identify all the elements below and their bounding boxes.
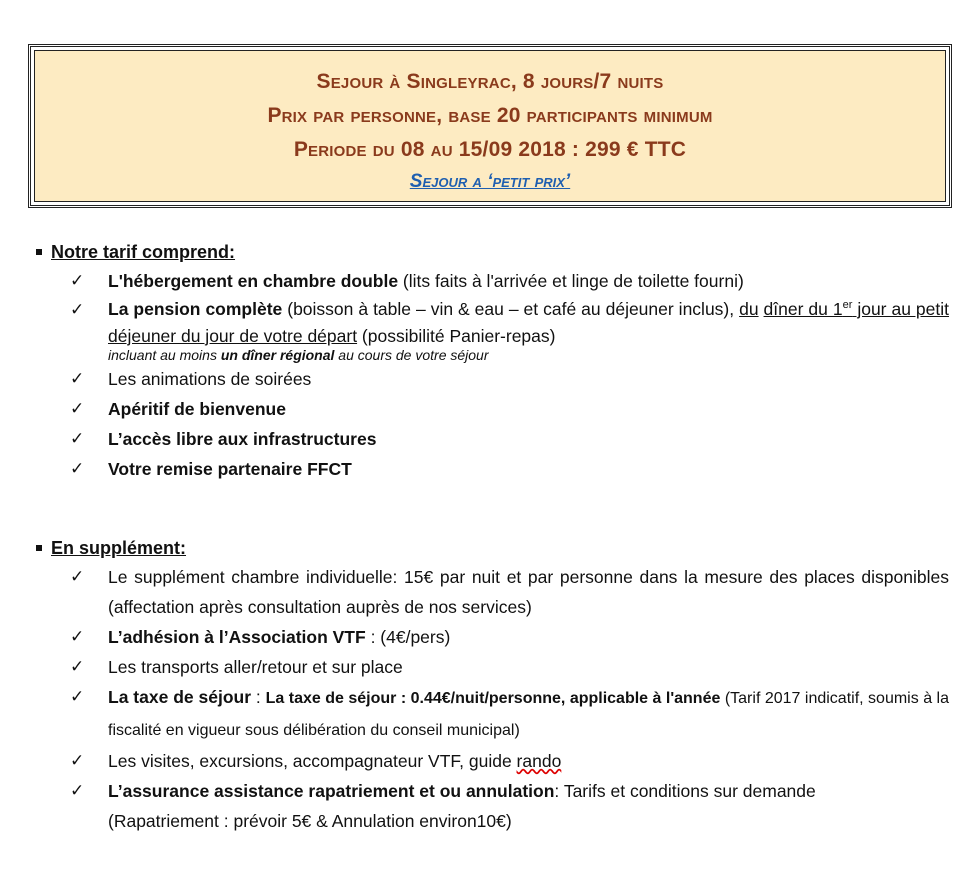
header-box [28, 44, 952, 208]
checkmark-icon: ✓ [70, 627, 85, 646]
supplement-list [34, 562, 949, 836]
list-item: ✓ Votre remise partenaire FFCT [70, 454, 949, 484]
list-item: ✓ Apéritif de bienvenue [70, 394, 949, 424]
regional-dinner-note: incluant au moins un dîner régional au cours de votre séjour [108, 347, 489, 363]
supplement-title: En supplément: [51, 538, 187, 558]
included-section [34, 240, 949, 484]
list-item: ✓ La taxe de séjour : La taxe de séjour : 0.44€/nuit/personne, applicable à l'année (Tarif 2017 indicatif, soumis à la fiscalité en vigueur sous délibération du conseil municipal) [70, 682, 949, 746]
price-basis: Prix par personne, base 20 participants minimum [267, 104, 713, 127]
checkmark-icon: ✓ [70, 657, 85, 676]
insurance-note: (Rapatriement : prévoir 5€ & Annulation environ10€) [108, 811, 512, 831]
list-item: ✓ L’accès libre aux infrastructures [70, 424, 949, 454]
checkmark-icon: ✓ [70, 300, 85, 319]
checkmark-icon: ✓ [70, 781, 85, 800]
petit-prix-link[interactable]: Sejour a ‘petit prix’ [409, 171, 571, 192]
checkmark-icon: ✓ [70, 567, 85, 586]
checkmark-icon: ✓ [70, 687, 85, 706]
square-bullet-icon [36, 249, 42, 255]
list-item: ✓ Les visites, excursions, accompagnateur VTF, guide rando [70, 746, 949, 776]
included-title: Notre tarif comprend: [51, 242, 236, 262]
list-item: ✓ L’adhésion à l’Association VTF : (4€/pers) [70, 622, 949, 652]
list-item: ✓ Les animations de soirées [70, 364, 949, 394]
list-item: ✓ La pension complète (boisson à table – vin & eau – et café au déjeuner inclus), du dîner du 1er jour au petit déjeuner du jour de votre départ (possibilité Panier-repas) incluant au moins un dîner régional au cours de votre séjour [70, 296, 949, 364]
checkmark-icon: ✓ [70, 399, 85, 418]
list-item: ✓ L'hébergement en chambre double (lits faits à l'arrivée et linge de toilette fourni) [70, 266, 949, 296]
checkmark-icon: ✓ [70, 369, 85, 388]
included-list [34, 266, 949, 484]
list-item: ✓ Les transports aller/retour et sur place [70, 652, 949, 682]
square-bullet-icon [36, 545, 42, 551]
checkmark-icon: ✓ [70, 459, 85, 478]
list-item: ✓ L’assurance assistance rapatriement et ou annulation: Tarifs et conditions sur demande (Rapatriement : prévoir 5€ & Annulation environ10€) [70, 776, 949, 836]
supplement-section [34, 536, 949, 836]
header-panel [34, 50, 946, 202]
period-price: Periode du 08 au 15/09 2018 : 299 € TTC [293, 138, 687, 161]
checkmark-icon: ✓ [70, 751, 85, 770]
checkmark-icon: ✓ [70, 271, 85, 290]
checkmark-icon: ✓ [70, 429, 85, 448]
list-item: ✓ Le supplément chambre individuelle: 15€ par nuit et par personne dans la mesure des places disponibles (affectation après consultation auprès de nos services) [70, 562, 949, 622]
stay-title: Sejour à Singleyrac, 8 jours/7 nuits [316, 70, 664, 93]
